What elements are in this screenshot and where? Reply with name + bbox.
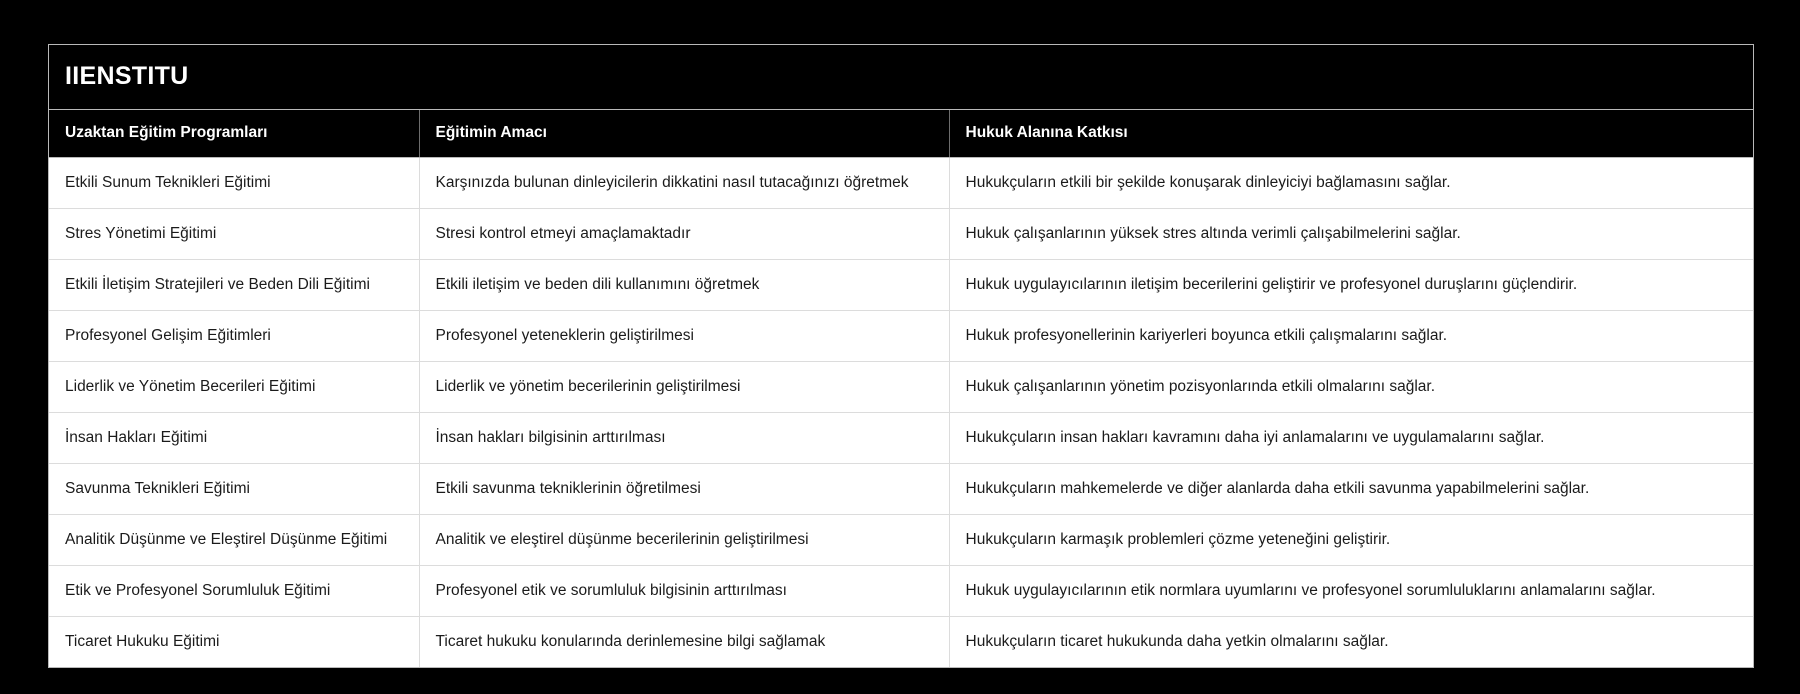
table-row	[49, 565, 1753, 616]
table-row	[49, 259, 1753, 310]
cell-katki: Hukuk profesyonellerinin kariyerleri boyunca etkili çalışmalarını sağlar.	[949, 310, 1753, 361]
cell-katki: Hukukçuların mahkemelerde ve diğer alanlarda daha etkili savunma yapabilmelerini sağlar.	[949, 463, 1753, 514]
cell-program: Profesyonel Gelişim Eğitimleri	[49, 310, 419, 361]
cell-program: Ticaret Hukuku Eğitimi	[49, 616, 419, 667]
cell-program: Etkili İletişim Stratejileri ve Beden Dili Eğitimi	[49, 259, 419, 310]
programs-table	[49, 110, 1753, 667]
table-row	[49, 157, 1753, 208]
cell-amac: İnsan hakları bilgisinin arttırılması	[419, 412, 949, 463]
cell-program: Savunma Teknikleri Eğitimi	[49, 463, 419, 514]
cell-katki: Hukukçuların karmaşık problemleri çözme yeteneğini geliştirir.	[949, 514, 1753, 565]
column-header-amac: Eğitimin Amacı	[419, 110, 949, 158]
cell-katki: Hukuk çalışanlarının yüksek stres altında verimli çalışabilmelerini sağlar.	[949, 208, 1753, 259]
cell-katki: Hukuk çalışanlarının yönetim pozisyonlarında etkili olmalarını sağlar.	[949, 361, 1753, 412]
table-header-row	[49, 110, 1753, 158]
column-header-program: Uzaktan Eğitim Programları	[49, 110, 419, 158]
cell-program: Analitik Düşünme ve Eleştirel Düşünme Eğitimi	[49, 514, 419, 565]
table-row	[49, 616, 1753, 667]
cell-katki: Hukuk uygulayıcılarının iletişim becerilerini geliştirir ve profesyonel duruşlarını güçlendirir.	[949, 259, 1753, 310]
brand-bar	[49, 45, 1753, 110]
table-header	[49, 110, 1753, 158]
cell-amac: Ticaret hukuku konularında derinlemesine bilgi sağlamak	[419, 616, 949, 667]
cell-katki: Hukuk uygulayıcılarının etik normlara uyumlarını ve profesyonel sorumluluklarını anlamalarını sağlar.	[949, 565, 1753, 616]
cell-amac: Etkili savunma tekniklerinin öğretilmesi	[419, 463, 949, 514]
table-row	[49, 361, 1753, 412]
cell-amac: Karşınızda bulunan dinleyicilerin dikkatini nasıl tutacağınızı öğretmek	[419, 157, 949, 208]
cell-katki: Hukukçuların etkili bir şekilde konuşarak dinleyiciyi bağlamasını sağlar.	[949, 157, 1753, 208]
cell-amac: Liderlik ve yönetim becerilerinin geliştirilmesi	[419, 361, 949, 412]
table-row	[49, 514, 1753, 565]
cell-program: Etik ve Profesyonel Sorumluluk Eğitimi	[49, 565, 419, 616]
cell-amac: Profesyonel yeteneklerin geliştirilmesi	[419, 310, 949, 361]
cell-amac: Analitik ve eleştirel düşünme becerilerinin geliştirilmesi	[419, 514, 949, 565]
cell-katki: Hukukçuların insan hakları kavramını daha iyi anlamalarını ve uygulamalarını sağlar.	[949, 412, 1753, 463]
cell-amac: Etkili iletişim ve beden dili kullanımını öğretmek	[419, 259, 949, 310]
table-row	[49, 463, 1753, 514]
brand-title: IIENSTITU	[65, 62, 189, 90]
cell-katki: Hukukçuların ticaret hukukunda daha yetkin olmalarını sağlar.	[949, 616, 1753, 667]
column-header-katki: Hukuk Alanına Katkısı	[949, 110, 1753, 158]
cell-amac: Profesyonel etik ve sorumluluk bilgisinin arttırılması	[419, 565, 949, 616]
cell-program: Liderlik ve Yönetim Becerileri Eğitimi	[49, 361, 419, 412]
cell-amac: Stresi kontrol etmeyi amaçlamaktadır	[419, 208, 949, 259]
table-row	[49, 310, 1753, 361]
table-card	[48, 44, 1754, 668]
table-row	[49, 412, 1753, 463]
table-body	[49, 157, 1753, 667]
cell-program: Stres Yönetimi Eğitimi	[49, 208, 419, 259]
cell-program: Etkili Sunum Teknikleri Eğitimi	[49, 157, 419, 208]
table-row	[49, 208, 1753, 259]
cell-program: İnsan Hakları Eğitimi	[49, 412, 419, 463]
